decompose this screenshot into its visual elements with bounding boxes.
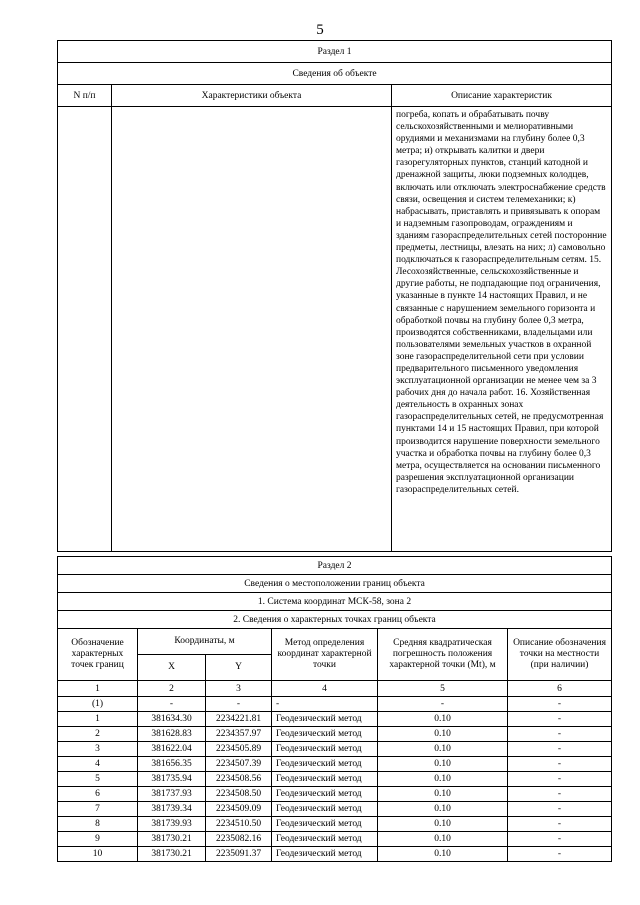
point-number: 6 [58, 787, 138, 802]
point-accuracy: 0.10 [378, 727, 508, 742]
point-number: 8 [58, 817, 138, 832]
header-x: X [138, 655, 206, 681]
point-x: 381730.21 [138, 832, 206, 847]
page-number: 5 [316, 22, 324, 38]
col-header-characteristics: Характеристики объекта [112, 85, 392, 107]
table-row [58, 832, 612, 847]
section-1-title: Раздел 1 [58, 41, 612, 63]
point-method: Геодезический метод [272, 712, 378, 727]
point-accuracy: 0.10 [378, 742, 508, 757]
point-number: 10 [58, 847, 138, 862]
point-x: 381730.21 [138, 847, 206, 862]
point-y: 2234509.09 [206, 802, 272, 817]
point-accuracy: 0.10 [378, 712, 508, 727]
body-number-cell [58, 107, 112, 552]
point-y: 2234508.50 [206, 787, 272, 802]
point-x: 381739.34 [138, 802, 206, 817]
point-method: Геодезический метод [272, 802, 378, 817]
point-description: - [508, 712, 612, 727]
point-description: - [508, 697, 612, 712]
header-coordinates: Координаты, м [138, 629, 272, 655]
points-table-body [58, 697, 612, 862]
point-method: Геодезический метод [272, 817, 378, 832]
col-number: 1 [58, 681, 138, 697]
table-row [58, 802, 612, 817]
point-x: 381739.93 [138, 817, 206, 832]
point-x: 381656.35 [138, 757, 206, 772]
point-description: - [508, 757, 612, 772]
point-y: 2234507.39 [206, 757, 272, 772]
header-designation: Обозначение характерных точек границ [58, 629, 138, 681]
point-description: - [508, 742, 612, 757]
table-row [58, 817, 612, 832]
point-y: 2235082.16 [206, 832, 272, 847]
col-header-description: Описание характеристик [392, 85, 612, 107]
section-2-subtitle: Сведения о местоположении границ объекта [58, 575, 612, 593]
points-title: 2. Сведения о характерных точках границ объекта [58, 611, 612, 629]
point-x: 381622.04 [138, 742, 206, 757]
table-row [58, 787, 612, 802]
point-description: - [508, 817, 612, 832]
point-method: Геодезический метод [272, 757, 378, 772]
point-accuracy: 0.10 [378, 817, 508, 832]
point-accuracy: 0.10 [378, 772, 508, 787]
table-row [58, 847, 612, 862]
section-1-table [57, 40, 612, 552]
section-1 [57, 40, 611, 552]
point-y: - [206, 697, 272, 712]
col-number: 4 [272, 681, 378, 697]
section-2 [57, 556, 611, 862]
header-accuracy: Средняя квадратическая погрешность положения характерной точки (Mt), м [378, 629, 508, 681]
point-accuracy: 0.10 [378, 757, 508, 772]
col-number: 6 [508, 681, 612, 697]
point-method: - [272, 697, 378, 712]
point-accuracy: 0.10 [378, 787, 508, 802]
body-characteristics-cell [112, 107, 392, 552]
col-number: 5 [378, 681, 508, 697]
point-number: 5 [58, 772, 138, 787]
table-row [58, 772, 612, 787]
point-number: 4 [58, 757, 138, 772]
point-x: 381628.83 [138, 727, 206, 742]
point-accuracy: 0.10 [378, 847, 508, 862]
characteristic-description: погреба, копать и обрабатывать почву сельскохозяйственными и мелиоративными орудиями и механизмами на глубину более 0,3 метра; и) открывать калитки и двери газорегуляторных пунктов, станций катодной и дренажной защиты, люки подземных колодцев, включать или отключать электроснабжение средств связи, освещения и систем телемеханики; к) набрасывать, приставлять и привязывать к опорам и надземным газопроводам, ограждениям и зданиям газораспределительных сетей посторонние предметы, лестницы, влезать на них; л) самовольно подключаться к газораспределительным сетям. 15. Лесохозяйственные, сельскохозяйственные и другие работы, не подпадающие под ограничения, указанные в пункте 14 настоящих Правил, и не связанные с нарушением земельного горизонта и обработкой почвы на глубину более 0,3 метра, производятся собственниками, владельцами или пользователями земельных участков в охранной зоне газораспределительной сети при условии предварительного письменного уведомления эксплуатационной организации не менее чем за 3 рабочих дня до начала работ. 16. Хозяйственная деятельность в охранных зонах газораспределительных сетей, не предусмотренная пунктами 14 и 15 настоящих Правил, при которой производится нарушение поверхности земельного участка и обработка почвы на глубину более 0,3 метра, осуществляется на основании письменного разрешения эксплуатационной организации газораспределительных сетей. [392, 107, 612, 552]
point-x: 381737.93 [138, 787, 206, 802]
point-method: Геодезический метод [272, 787, 378, 802]
point-description: - [508, 832, 612, 847]
point-number: 7 [58, 802, 138, 817]
point-description: - [508, 847, 612, 862]
point-number: 3 [58, 742, 138, 757]
table-row [58, 712, 612, 727]
point-accuracy: 0.10 [378, 832, 508, 847]
point-method: Геодезический метод [272, 847, 378, 862]
point-description: - [508, 772, 612, 787]
point-method: Геодезический метод [272, 727, 378, 742]
point-number: 2 [58, 727, 138, 742]
point-description: - [508, 802, 612, 817]
point-accuracy: 0.10 [378, 802, 508, 817]
col-header-number: N п/п [58, 85, 112, 107]
table-row [58, 727, 612, 742]
section-2-table [57, 556, 612, 862]
point-y: 2235091.37 [206, 847, 272, 862]
header-point-description: Описание обозначения точки на местности (при наличии) [508, 629, 612, 681]
section-2-title: Раздел 2 [58, 557, 612, 575]
coordinate-system: 1. Система координат МСК-58, зона 2 [58, 593, 612, 611]
point-description: - [508, 787, 612, 802]
point-method: Геодезический метод [272, 742, 378, 757]
point-y: 2234505.89 [206, 742, 272, 757]
point-number: 9 [58, 832, 138, 847]
point-number: (1) [58, 697, 138, 712]
point-x: 381634.30 [138, 712, 206, 727]
point-x: - [138, 697, 206, 712]
table-row [58, 742, 612, 757]
table-row [58, 697, 612, 712]
col-number: 3 [206, 681, 272, 697]
point-method: Геодезический метод [272, 772, 378, 787]
point-y: 2234508.56 [206, 772, 272, 787]
point-y: 2234221.81 [206, 712, 272, 727]
point-y: 2234357.97 [206, 727, 272, 742]
point-accuracy: - [378, 697, 508, 712]
point-y: 2234510.50 [206, 817, 272, 832]
header-method: Метод определения координат характерной точки [272, 629, 378, 681]
col-number: 2 [138, 681, 206, 697]
point-x: 381735.94 [138, 772, 206, 787]
point-description: - [508, 727, 612, 742]
header-y: Y [206, 655, 272, 681]
table-row [58, 757, 612, 772]
section-1-subtitle: Сведения об объекте [58, 63, 612, 85]
point-method: Геодезический метод [272, 832, 378, 847]
point-number: 1 [58, 712, 138, 727]
